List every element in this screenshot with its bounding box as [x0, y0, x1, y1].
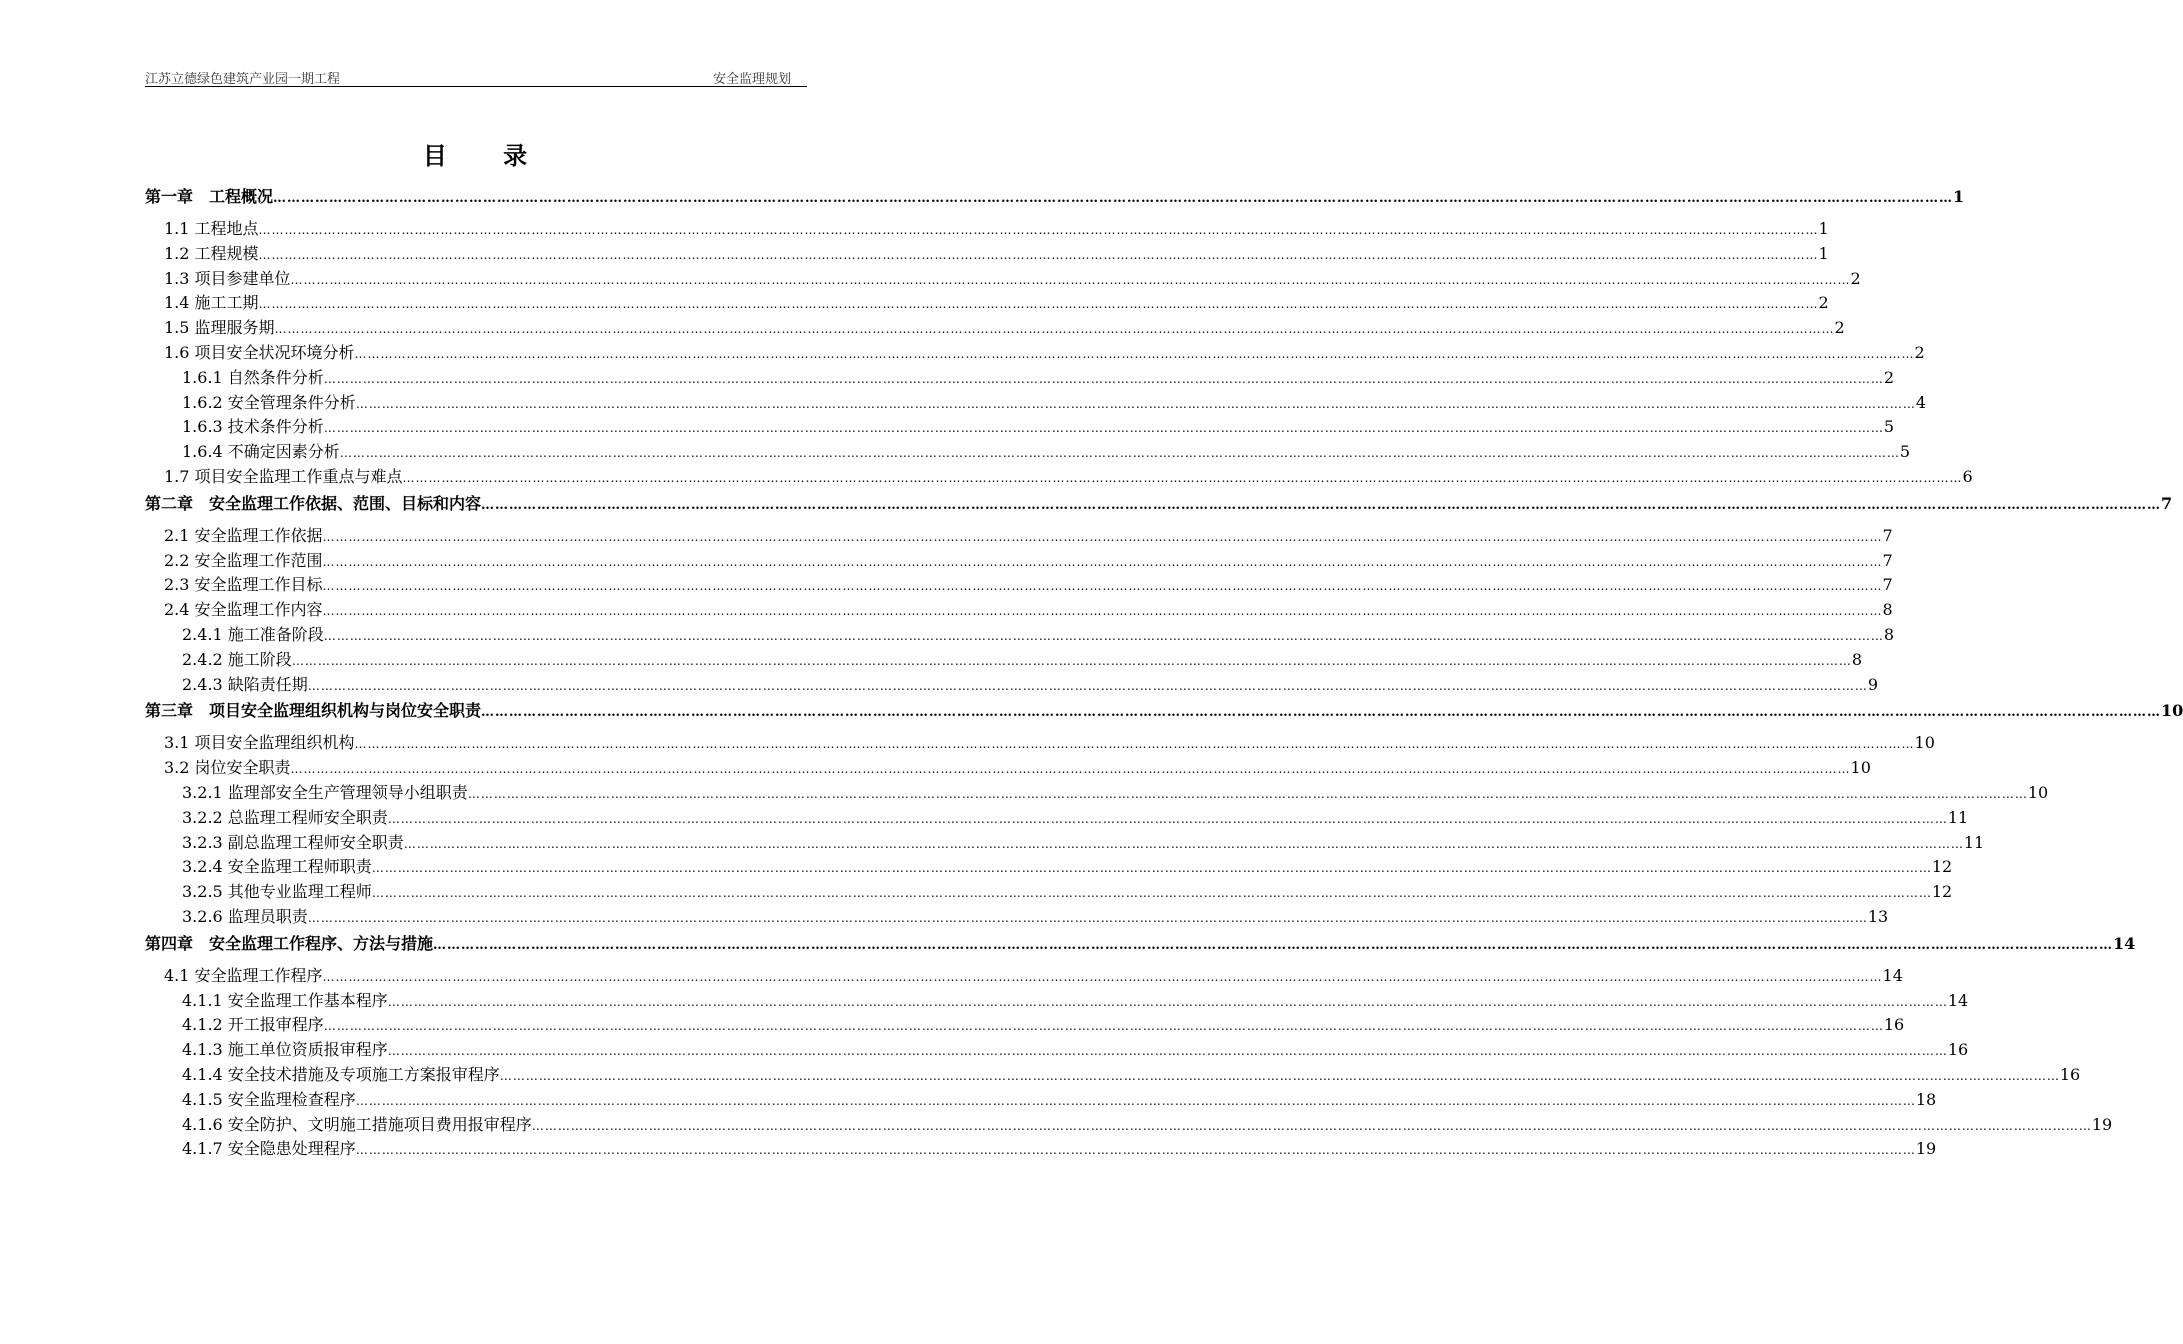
toc-section-entry[interactable]	[145, 341, 1925, 366]
toc-entry-label: 1.3 项目参建单位	[164, 268, 291, 288]
toc-entry-label: 1.6.1 自然条件分析	[182, 367, 324, 387]
toc-entry-label: 4.1.7 安全隐患处理程序	[182, 1139, 356, 1159]
toc-page-number: 14	[2113, 933, 2136, 953]
toc-dot-leader: ………………………………………………………………………………………………………………………………………………………………………………………………………………………………………………………………………………………………………………………………	[433, 937, 2114, 953]
toc-section-entry[interactable]	[145, 731, 1935, 756]
toc-page-number: 5	[1899, 442, 1910, 462]
toc-chapter-entry[interactable]	[145, 931, 2136, 957]
toc-dot-leader: ………………………………………………………………………………………………………………………………………………………………………………………………………………………………………………………………………………………………………………………………	[258, 247, 1819, 262]
toc-dot-leader: ………………………………………………………………………………………………………………………………………………………………………………………………………………………………………………………………………………………………………………………………	[290, 272, 1851, 287]
toc-section-entry[interactable]	[145, 573, 1893, 598]
toc-page-number: 19	[2091, 1114, 2113, 1134]
toc-entry-label: 3.2.2 总监理工程师安全职责	[182, 807, 388, 827]
toc-subsection-entry[interactable]	[145, 415, 1894, 440]
toc-dot-leader: ………………………………………………………………………………………………………………………………………………………………………………………………………………………………………………………………………………………………………………………………	[403, 836, 1964, 851]
toc-dot-leader: ………………………………………………………………………………………………………………………………………………………………………………………………………………………………………………………………………………………………………………………………	[339, 446, 1900, 461]
header-project-name: 江苏立德绿色建筑产业园一期工程	[145, 72, 341, 87]
toc-entry-label: 2.4 安全监理工作内容	[164, 600, 323, 620]
toc-page-number: 10	[2161, 701, 2183, 721]
toc-page-number: 10	[2027, 782, 2049, 802]
toc-dot-leader: ………………………………………………………………………………………………………………………………………………………………………………………………………………………………………………………………………………………………………………………………	[481, 705, 2162, 721]
toc-entry-label: 2.4.1 施工准备阶段	[182, 624, 324, 644]
toc-subsection-entry[interactable]	[145, 1088, 1937, 1113]
toc-entry-label: 4.1.4 安全技术措施及专项施工方案报审程序	[182, 1064, 500, 1084]
toc-dot-leader: ………………………………………………………………………………………………………………………………………………………………………………………………………………………………………………………………………………………………………………………………	[322, 529, 1883, 544]
toc-subsection-entry[interactable]	[145, 880, 1953, 905]
toc-chapter-entry[interactable]	[145, 184, 1965, 210]
toc-page-number: 9	[1867, 674, 1878, 694]
toc-entry-label: 4.1 安全监理工作程序	[164, 965, 323, 985]
toc-page-number: 1	[1953, 187, 1965, 206]
toc-page-number: 5	[1883, 417, 1894, 437]
toc-page-number: 8	[1882, 600, 1893, 620]
toc-entry-label: 3.2 岗位安全职责	[164, 758, 291, 778]
toc-dot-leader: ………………………………………………………………………………………………………………………………………………………………………………………………………………………………………………………………………………………………………………………………	[323, 1019, 1884, 1034]
page-header	[145, 66, 807, 87]
toc-entry-label: 1.5 监理服务期	[164, 318, 275, 338]
toc-page-number: 7	[1882, 575, 1893, 595]
toc-page-number: 10	[1914, 733, 1935, 753]
table-of-contents	[145, 183, 2183, 1162]
toc-entry-label: 2.4.2 施工阶段	[182, 649, 292, 669]
toc-page-number: 14	[1882, 965, 1903, 985]
toc-page-number: 11	[1947, 807, 1969, 827]
toc-entry-label: 2.4.3 缺陷责任期	[182, 674, 308, 694]
toc-entry-label: 4.1.5 安全监理检查程序	[182, 1089, 356, 1109]
toc-page-number: 2	[1883, 367, 1894, 387]
toc-subsection-entry[interactable]	[145, 648, 1862, 673]
header-document-type: 安全监理规划	[712, 72, 791, 87]
toc-section-entry[interactable]	[145, 242, 1829, 267]
toc-entry-label: 2.3 安全监理工作目标	[164, 575, 323, 595]
toc-dot-leader: ………………………………………………………………………………………………………………………………………………………………………………………………………………………………………………………………………………………………………………………………	[371, 861, 1932, 876]
toc-dot-leader: ………………………………………………………………………………………………………………………………………………………………………………………………………………………………………………………………………………………………………………………………	[322, 604, 1883, 619]
toc-page-number: 2	[1818, 293, 1829, 313]
toc-dot-leader: ………………………………………………………………………………………………………………………………………………………………………………………………………………………………………………………………………………………………………………………………	[273, 191, 1954, 206]
toc-chapter-entry[interactable]	[145, 698, 2183, 724]
toc-page-number: 1	[1818, 243, 1829, 263]
toc-subsection-entry[interactable]	[145, 1038, 1969, 1063]
toc-subsection-entry[interactable]	[145, 1137, 1937, 1162]
toc-entry-label: 3.2.5 其他专业监理工程师	[182, 882, 372, 902]
toc-entry-label: 2.2 安全监理工作范围	[164, 550, 323, 570]
toc-entry-label: 第一章 工程概况	[145, 187, 274, 206]
toc-entry-label: 4.1.1 安全监理工作基本程序	[182, 990, 388, 1010]
toc-entry-label: 1.2 工程规模	[164, 243, 259, 263]
toc-entry-label: 1.6.2 安全管理条件分析	[182, 392, 356, 412]
toc-page-number: 8	[1851, 649, 1862, 669]
toc-section-entry[interactable]	[145, 964, 1903, 989]
toc-subsection-entry[interactable]	[145, 855, 1953, 880]
toc-page-number: 11	[1963, 832, 1985, 852]
toc-dot-leader: ………………………………………………………………………………………………………………………………………………………………………………………………………………………………………………………………………………………………………………………………	[322, 969, 1883, 984]
toc-entry-label: 1.7 项目安全监理工作重点与难点	[164, 466, 403, 486]
toc-dot-leader: ………………………………………………………………………………………………………………………………………………………………………………………………………………………………………………………………………………………………………………………………	[355, 1143, 1916, 1158]
toc-entry-label: 3.2.6 监理员职责	[182, 906, 308, 926]
toc-subsection-entry[interactable]	[145, 673, 1878, 698]
toc-entry-label: 1.1 工程地点	[164, 219, 259, 238]
toc-entry-label: 1.6.3 技术条件分析	[182, 417, 324, 437]
toc-subsection-entry[interactable]	[145, 781, 2049, 806]
toc-entry-label: 4.1.2 开工报审程序	[182, 1015, 324, 1035]
toc-entry-label: 1.4 施工工期	[164, 293, 259, 313]
toc-page-number: 16	[2059, 1064, 2081, 1084]
toc-dot-leader: ………………………………………………………………………………………………………………………………………………………………………………………………………………………………………………………………………………………………………………………………	[481, 497, 2162, 513]
toc-subsection-entry[interactable]	[145, 440, 1910, 465]
toc-chapter-entry[interactable]	[145, 491, 2173, 517]
toc-page-number: 19	[1915, 1139, 1937, 1159]
page-title: 目 录	[422, 141, 552, 170]
toc-dot-leader: ………………………………………………………………………………………………………………………………………………………………………………………………………………………………………………………………………………………………………………………………	[323, 371, 1884, 386]
toc-section-entry[interactable]	[145, 291, 1829, 316]
toc-page-number: 16	[1947, 1040, 1969, 1060]
toc-page-number: 10	[1850, 758, 1871, 778]
toc-section-entry[interactable]	[145, 598, 1893, 623]
toc-page-number: 7	[1882, 525, 1893, 545]
toc-dot-leader: ………………………………………………………………………………………………………………………………………………………………………………………………………………………………………………………………………………………………………………………………	[258, 223, 1819, 237]
toc-page-number: 18	[1915, 1089, 1937, 1109]
toc-entry-label: 3.1 项目安全监理组织机构	[164, 733, 355, 753]
toc-subsection-entry[interactable]	[145, 1013, 1905, 1038]
toc-dot-leader: ………………………………………………………………………………………………………………………………………………………………………………………………………………………………………………………………………………………………………………………………	[355, 1093, 1916, 1108]
toc-entry-label: 3.2.4 安全监理工程师职责	[182, 857, 372, 877]
toc-dot-leader: ………………………………………………………………………………………………………………………………………………………………………………………………………………………………………………………………………………………………………………………………	[322, 579, 1883, 594]
toc-dot-leader: ………………………………………………………………………………………………………………………………………………………………………………………………………………………………………………………………………………………………………………………………	[531, 1118, 2092, 1133]
toc-section-entry[interactable]	[145, 756, 1871, 781]
toc-dot-leader: ………………………………………………………………………………………………………………………………………………………………………………………………………………………………………………………………………………………………………………………………	[322, 554, 1883, 569]
toc-dot-leader: ………………………………………………………………………………………………………………………………………………………………………………………………………………………………………………………………………………………………………………………………	[402, 470, 1963, 485]
toc-entry-label: 3.2.3 副总监理工程师安全职责	[182, 832, 404, 852]
toc-page-number: 6	[1962, 466, 1973, 486]
toc-dot-leader: ………………………………………………………………………………………………………………………………………………………………………………………………………………………………………………………………………………………………………………………………	[323, 421, 1884, 436]
toc-page-number: 13	[1867, 906, 1889, 926]
toc-section-entry[interactable]	[145, 549, 1893, 574]
toc-dot-leader: ………………………………………………………………………………………………………………………………………………………………………………………………………………………………………………………………………………………………………………………………	[290, 762, 1851, 777]
toc-page-number: 2	[1914, 342, 1925, 362]
toc-dot-leader: ………………………………………………………………………………………………………………………………………………………………………………………………………………………………………………………………………………………………………………………………	[387, 1044, 1948, 1059]
toc-subsection-entry[interactable]	[145, 623, 1894, 648]
toc-subsection-entry[interactable]	[145, 1063, 2081, 1088]
toc-section-entry[interactable]	[145, 217, 1829, 242]
toc-page-number: 2	[1850, 268, 1861, 288]
toc-subsection-entry[interactable]	[145, 391, 1926, 416]
toc-section-entry[interactable]	[145, 316, 1845, 341]
toc-dot-leader: ………………………………………………………………………………………………………………………………………………………………………………………………………………………………………………………………………………………………………………………………	[307, 678, 1868, 693]
toc-entry-label: 4.1.3 施工单位资质报审程序	[182, 1040, 388, 1060]
toc-section-entry[interactable]	[145, 267, 1861, 292]
toc-subsection-entry[interactable]	[145, 1113, 2113, 1138]
toc-dot-leader: ………………………………………………………………………………………………………………………………………………………………………………………………………………………………………………………………………………………………………………………………	[355, 396, 1916, 411]
toc-page-number: 2	[1834, 318, 1845, 338]
toc-entry-label: 3.2.1 监理部安全生产管理领导小组职责	[182, 782, 468, 802]
toc-subsection-entry[interactable]	[145, 905, 1889, 930]
toc-dot-leader: ………………………………………………………………………………………………………………………………………………………………………………………………………………………………………………………………………………………………………………………………	[467, 786, 2028, 801]
toc-subsection-entry[interactable]	[145, 366, 1894, 391]
toc-dot-leader: ………………………………………………………………………………………………………………………………………………………………………………………………………………………………………………………………………………………………………………………………	[307, 910, 1868, 925]
toc-dot-leader: ………………………………………………………………………………………………………………………………………………………………………………………………………………………………………………………………………………………………………………………………	[371, 886, 1932, 901]
toc-section-entry[interactable]	[145, 465, 1973, 490]
toc-entry-label: 1.6.4 不确定因素分析	[182, 442, 340, 462]
toc-page-number: 4	[1915, 392, 1926, 412]
toc-section-entry[interactable]	[145, 524, 1893, 549]
toc-page-number: 1	[1818, 219, 1829, 238]
toc-entry-label: 1.6 项目安全状况环境分析	[164, 342, 355, 362]
toc-page-number: 8	[1883, 624, 1894, 644]
toc-dot-leader: ………………………………………………………………………………………………………………………………………………………………………………………………………………………………………………………………………………………………………………………………	[354, 737, 1915, 752]
toc-page-number: 12	[1931, 882, 1953, 902]
toc-dot-leader: ………………………………………………………………………………………………………………………………………………………………………………………………………………………………………………………………………………………………………………………………	[499, 1068, 2060, 1083]
toc-dot-leader: ………………………………………………………………………………………………………………………………………………………………………………………………………………………………………………………………………………………………………………………………	[274, 322, 1835, 337]
toc-entry-label: 第三章 项目安全监理组织机构与岗位安全职责	[145, 701, 482, 721]
toc-subsection-entry[interactable]	[145, 989, 1969, 1014]
toc-page-number: 7	[1882, 550, 1893, 570]
toc-dot-leader: ………………………………………………………………………………………………………………………………………………………………………………………………………………………………………………………………………………………………………………………………	[323, 628, 1884, 643]
toc-dot-leader: ………………………………………………………………………………………………………………………………………………………………………………………………………………………………………………………………………………………………………………………………	[258, 297, 1819, 312]
toc-dot-leader: ………………………………………………………………………………………………………………………………………………………………………………………………………………………………………………………………………………………………………………………………	[387, 994, 1948, 1009]
toc-entry-label: 第二章 安全监理工作依据、范围、目标和内容	[145, 493, 482, 513]
toc-entry-label: 4.1.6 安全防护、文明施工措施项目费用报审程序	[182, 1114, 532, 1134]
toc-page-number: 14	[1947, 990, 1969, 1010]
toc-dot-leader: ………………………………………………………………………………………………………………………………………………………………………………………………………………………………………………………………………………………………………………………………	[354, 346, 1915, 361]
toc-entry-label: 2.1 安全监理工作依据	[164, 525, 323, 545]
toc-page-number: 16	[1883, 1015, 1905, 1035]
toc-page-number: 12	[1931, 857, 1953, 877]
toc-entry-label: 第四章 安全监理工作程序、方法与措施	[145, 933, 434, 953]
toc-dot-leader: ………………………………………………………………………………………………………………………………………………………………………………………………………………………………………………………………………………………………………………………………	[291, 653, 1852, 668]
toc-subsection-entry[interactable]	[145, 806, 1969, 831]
toc-dot-leader: ………………………………………………………………………………………………………………………………………………………………………………………………………………………………………………………………………………………………………………………………	[387, 811, 1948, 826]
toc-subsection-entry[interactable]	[145, 831, 1985, 856]
toc-page-number: 7	[2161, 493, 2173, 513]
